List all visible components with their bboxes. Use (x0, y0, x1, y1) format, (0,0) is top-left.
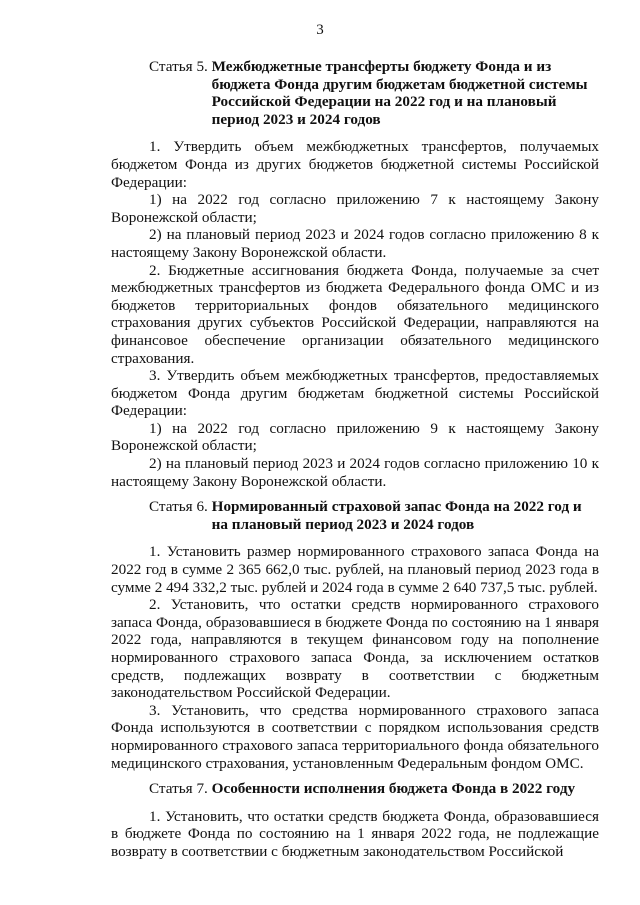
article-6-paragraph: 2. Установить, что остатки средств нормированного страхового запаса Фонда, образовавшиеся в бюджете Фонда по состоянию на 1 января 2022 года, направляются в текущем финансовом году на пополнение нормированного страхового запаса Фонда, за исключением остатков средств, подлежащих возврату в соответствии с бюджетным законодательством Российской Федерации. (111, 596, 599, 702)
page-number: 3 (316, 22, 324, 38)
article-5-paragraph: 1. Утвердить объем межбюджетных трансфертов, получаемых бюджетом Фонда из других бюджетов бюджетной системы Российской Федерации: (111, 138, 599, 191)
article-5-paragraph: 2) на плановый период 2023 и 2024 годов согласно приложению 8 к настоящему Закону Воронежской области. (111, 226, 599, 261)
article-5-paragraph: 1) на 2022 год согласно приложению 7 к настоящему Закону Воронежской области; (111, 191, 599, 226)
article-5-paragraph: 2) на плановый период 2023 и 2024 годов согласно приложению 10 к настоящему Закону Воронежской области. (111, 455, 599, 490)
article-7-paragraph: 1. Установить, что остатки средств бюджета Фонда, образовавшиеся в бюджете Фонда по состоянию на 1 января 2022 года, не подлежащие возврату в соответствии с бюджетным законодательством Российской (111, 807, 599, 860)
article-7-title: Особенности исполнения бюджета Фонда в 2022 году (211, 780, 576, 798)
article-7-heading (111, 780, 599, 798)
document-body (111, 58, 599, 861)
article-5-paragraph: 1) на 2022 год согласно приложению 9 к настоящему Закону Воронежской области; (111, 419, 599, 455)
article-6-paragraph: 3. Установить, что средства нормированного страхового запаса Фонда используются в соответствии с порядком использования средств нормированного страхового запаса территориального фонда обязательного медицинского страхования, установленным Федеральным фондом ОМС. (111, 701, 599, 772)
article-5-title: Межбюджетные трансферты бюджету Фонда и из бюджета Фонда другим бюджетам бюджетной системы Российской Федерации на 2022 год и на плановый период 2023 и 2024 годов (211, 58, 588, 128)
article-5-heading (111, 58, 599, 128)
article-6-title: Нормированный страховой запас Фонда на 2022 год и на плановый период 2023 и 2024 годов (211, 498, 582, 533)
article-6-heading (111, 498, 599, 533)
article-6-paragraph: 1. Установить размер нормированного страхового запаса Фонда на 2022 год в сумме 2 365 662,0 тыс. рублей, на плановый период 2023 года в сумме 2 494 332,2 тыс. рублей и 2024 года в сумме 2 640 737,5 тыс. рублей. (111, 543, 599, 596)
article-6-label: Статья 6. (149, 498, 212, 516)
article-5-paragraph: 2. Бюджетные ассигнования бюджета Фонда, получаемые за счет межбюджетных трансфертов из бюджета Федерального фонда ОМС и из бюджетов территориальных фондов обязательного медицинского страхования других субъектов Российской Федерации, направляются на финансовое обеспечение организации обязательного медицинского страхования. (111, 261, 599, 367)
article-7-label: Статья 7. (149, 780, 212, 798)
article-5-label: Статья 5. (149, 58, 212, 75)
article-5-paragraph: 3. Утвердить объем межбюджетных трансфертов, предоставляемых бюджетом Фонда другим бюджетам бюджетной системы Российской Федерации: (111, 367, 599, 420)
